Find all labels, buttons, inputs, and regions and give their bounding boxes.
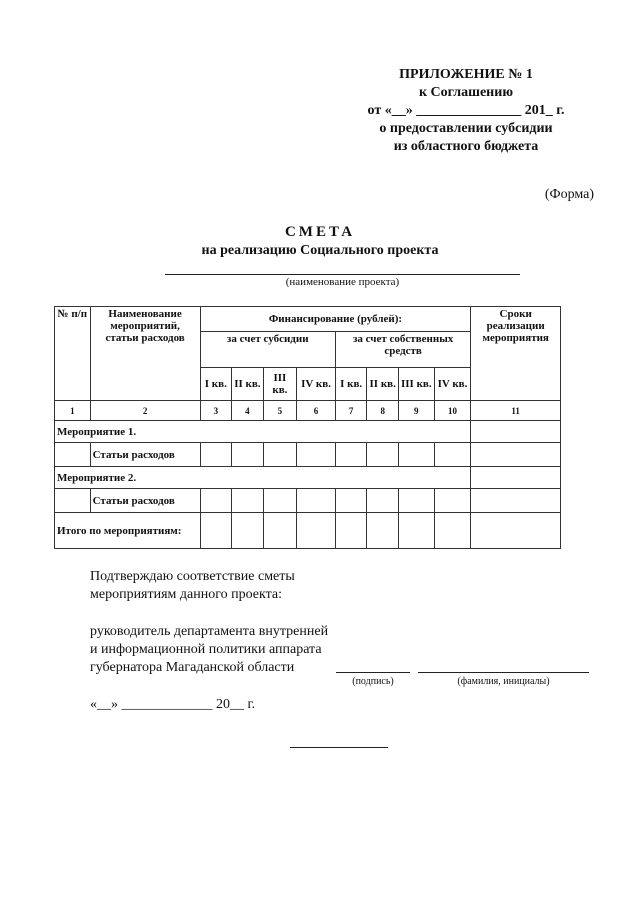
table-row: [55, 489, 561, 513]
table-cell[interactable]: [367, 513, 399, 549]
column-number: 4: [232, 401, 264, 421]
table-cell[interactable]: [335, 443, 367, 467]
table-cell[interactable]: [55, 489, 91, 513]
header-subsidy: за счет субсидии: [200, 332, 335, 368]
quarter-header: III кв.: [398, 368, 434, 401]
column-number: 11: [471, 401, 561, 421]
project-name-line[interactable]: [165, 274, 520, 275]
header-num: № п/п: [55, 307, 91, 401]
table-cell[interactable]: [398, 489, 434, 513]
expense-1-label: Статьи расходов: [90, 443, 200, 467]
document-title: СМЕТА: [284, 224, 356, 240]
table-cell[interactable]: [232, 513, 264, 549]
signature-caption: (подпись): [352, 676, 394, 687]
signature-line[interactable]: [336, 672, 410, 673]
table-cell[interactable]: [297, 443, 336, 467]
official-position: [90, 623, 328, 677]
appendix-subject: о предоставлении субсидии: [379, 121, 553, 136]
estimate-table: [54, 306, 561, 549]
column-number: 2: [90, 401, 200, 421]
quarter-header: II кв.: [232, 368, 264, 401]
event-2-label: Мероприятие 2.: [55, 467, 471, 489]
end-divider: [290, 747, 388, 748]
table-cell[interactable]: [398, 443, 434, 467]
table-row: [55, 443, 561, 467]
table-cell[interactable]: [398, 513, 434, 549]
table-cell[interactable]: [263, 513, 297, 549]
table-cell[interactable]: [297, 489, 336, 513]
quarter-header: IV кв.: [434, 368, 471, 401]
confirmation-line: мероприятиям данного проекта:: [90, 587, 283, 602]
column-number: 9: [398, 401, 434, 421]
table-row: [55, 513, 561, 549]
column-number: 3: [200, 401, 232, 421]
table-cell[interactable]: [471, 421, 561, 443]
table-cell[interactable]: [200, 489, 232, 513]
table-cell[interactable]: [434, 443, 471, 467]
column-number: 5: [263, 401, 297, 421]
date-line: «__» _____________ 20__ г.: [90, 697, 256, 712]
table-cell[interactable]: [367, 489, 399, 513]
appendix-agreement: к Соглашению: [418, 85, 514, 100]
appendix-title: ПРИЛОЖЕНИЕ № 1: [399, 67, 533, 82]
column-number: 10: [434, 401, 471, 421]
name-caption: (фамилия, инициалы): [457, 676, 550, 687]
expense-2-label: Статьи расходов: [90, 489, 200, 513]
table-cell[interactable]: [297, 513, 336, 549]
table-cell[interactable]: [263, 489, 297, 513]
table-row: [55, 467, 561, 489]
table-cell[interactable]: [335, 513, 367, 549]
table-cell[interactable]: [471, 513, 561, 549]
total-label: Итого по мероприятиям:: [55, 513, 201, 549]
table-cell[interactable]: [471, 467, 561, 489]
table-cell[interactable]: [200, 513, 232, 549]
project-name-caption: (наименование проекта): [285, 276, 400, 288]
table-cell[interactable]: [55, 443, 91, 467]
table-cell[interactable]: [335, 489, 367, 513]
official-line: и информационной политики аппарата: [90, 642, 322, 657]
header-name: Наименование мероприятий, статьи расходов: [90, 307, 200, 401]
form-label: (Форма): [544, 187, 594, 202]
appendix-header: [330, 66, 602, 156]
column-number: 7: [335, 401, 367, 421]
column-number: 1: [55, 401, 91, 421]
table-cell[interactable]: [232, 443, 264, 467]
appendix-budget: из областного бюджета: [393, 139, 539, 154]
table-cell[interactable]: [232, 489, 264, 513]
table-cell[interactable]: [434, 489, 471, 513]
header-financing: Финансирование (рублей):: [200, 307, 471, 332]
document-subtitle: на реализацию Социального проекта: [201, 243, 439, 258]
quarter-header: I кв.: [200, 368, 232, 401]
header-own-funds: за счет собственных средств: [335, 332, 470, 368]
event-1-label: Мероприятие 1.: [55, 421, 471, 443]
quarter-header: II кв.: [367, 368, 399, 401]
table-cell[interactable]: [263, 443, 297, 467]
official-line: руководитель департамента внутренней: [90, 624, 329, 639]
quarter-header: I кв.: [335, 368, 367, 401]
quarter-header: III кв.: [263, 368, 297, 401]
confirmation-text: [90, 568, 295, 604]
table-cell[interactable]: [471, 443, 561, 467]
column-number: 6: [297, 401, 336, 421]
table-cell[interactable]: [471, 489, 561, 513]
table-cell[interactable]: [434, 513, 471, 549]
official-line: губернатора Магаданской области: [90, 660, 295, 675]
column-number: 8: [367, 401, 399, 421]
table-cell[interactable]: [367, 443, 399, 467]
quarter-header: IV кв.: [297, 368, 336, 401]
header-terms: Сроки реализации мероприятия: [471, 307, 561, 401]
table-cell[interactable]: [200, 443, 232, 467]
confirmation-line: Подтверждаю соответствие сметы: [90, 569, 295, 584]
table-row: [55, 421, 561, 443]
appendix-date: от «__» _______________ 201_ г.: [367, 103, 565, 118]
name-line[interactable]: [418, 672, 589, 673]
